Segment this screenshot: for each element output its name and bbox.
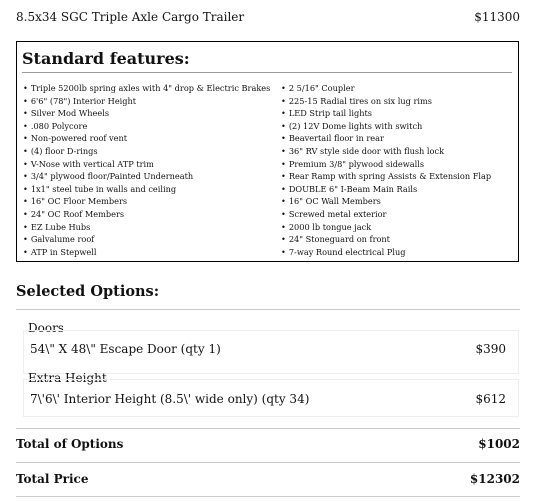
feature-item: • 16" OC Floor Members xyxy=(23,195,278,208)
feature-item: • Premium 3/8" plywood sidewalls xyxy=(281,158,517,171)
trailer-base-price: $11300 xyxy=(474,10,520,24)
selected-options-title: Selected Options: xyxy=(16,283,160,300)
feature-item: • (2) 12V Dome lights with switch xyxy=(281,120,517,133)
total-options-row xyxy=(16,437,520,451)
total-price-label: Total Price xyxy=(16,472,89,486)
option-row xyxy=(30,342,506,356)
divider xyxy=(22,72,512,73)
option-group-name: Extra Height xyxy=(28,371,107,385)
divider xyxy=(16,496,520,497)
total-price-value: $12302 xyxy=(469,472,520,486)
feature-item: • 1x1" steel tube in walls and ceiling xyxy=(23,183,278,196)
feature-item: • 7-way Round electrical Plug xyxy=(281,246,517,259)
option-row xyxy=(30,392,506,406)
feature-item: • EZ Lube Hubs xyxy=(23,221,278,234)
divider xyxy=(16,309,520,310)
feature-item: • DOUBLE 6" I-Beam Main Rails xyxy=(281,183,517,196)
features-left-list xyxy=(23,82,278,258)
total-price-row xyxy=(16,472,520,486)
trailer-title: 8.5x34 SGC Triple Axle Cargo Trailer xyxy=(16,10,245,24)
option-group-name: Doors xyxy=(28,321,64,335)
feature-item: • 6'6" (78") Interior Height xyxy=(23,95,278,108)
trailer-header xyxy=(16,8,520,26)
divider xyxy=(16,462,520,463)
feature-item: • V-Nose with vertical ATP trim xyxy=(23,158,278,171)
feature-item: • 24" Stoneguard on front xyxy=(281,233,517,246)
feature-item: • 24" OC Roof Members xyxy=(23,208,278,221)
option-price: $390 xyxy=(475,342,506,356)
feature-item: • Galvalume roof xyxy=(23,233,278,246)
feature-item: • Rear Ramp with spring Assists & Extension Flap xyxy=(281,170,517,183)
feature-item: • 225-15 Radial tires on six lug rims xyxy=(281,95,517,108)
standard-features-box xyxy=(16,41,519,262)
feature-item: • 2000 lb tongue jack xyxy=(281,221,517,234)
divider xyxy=(16,428,520,429)
feature-item: • Screwed metal exterior xyxy=(281,208,517,221)
feature-item: • 36" RV style side door with flush lock xyxy=(281,145,517,158)
total-options-value: $1002 xyxy=(478,437,520,451)
standard-features-title: Standard features: xyxy=(22,49,190,68)
feature-item: • 3/4" plywood floor/Painted Underneath xyxy=(23,170,278,183)
option-group-extra-height xyxy=(16,368,519,420)
feature-item: • .080 Polycore xyxy=(23,120,278,133)
feature-item: • Non-powered roof vent xyxy=(23,132,278,145)
feature-item: • 2 5/16" Coupler xyxy=(281,82,517,95)
features-right-list xyxy=(281,82,517,258)
feature-item: • 16" OC Wall Members xyxy=(281,195,517,208)
feature-item: • ATP in Stepwell xyxy=(23,246,278,259)
option-item: 54\" X 48\" Escape Door (qty 1) xyxy=(30,342,221,356)
option-price: $612 xyxy=(475,392,506,406)
option-item: 7\'6\' Interior Height (8.5\' wide only) (qty 34) xyxy=(30,392,310,406)
feature-item: • Beavertail floor in rear xyxy=(281,132,517,145)
feature-item: • (4) floor D-rings xyxy=(23,145,278,158)
total-options-label: Total of Options xyxy=(16,437,124,451)
feature-item: • Silver Mod Wheels xyxy=(23,107,278,120)
feature-item: • LED Strip tail lights xyxy=(281,107,517,120)
feature-item: • Triple 5200lb spring axles with 4" drop & Electric Brakes xyxy=(23,82,278,95)
